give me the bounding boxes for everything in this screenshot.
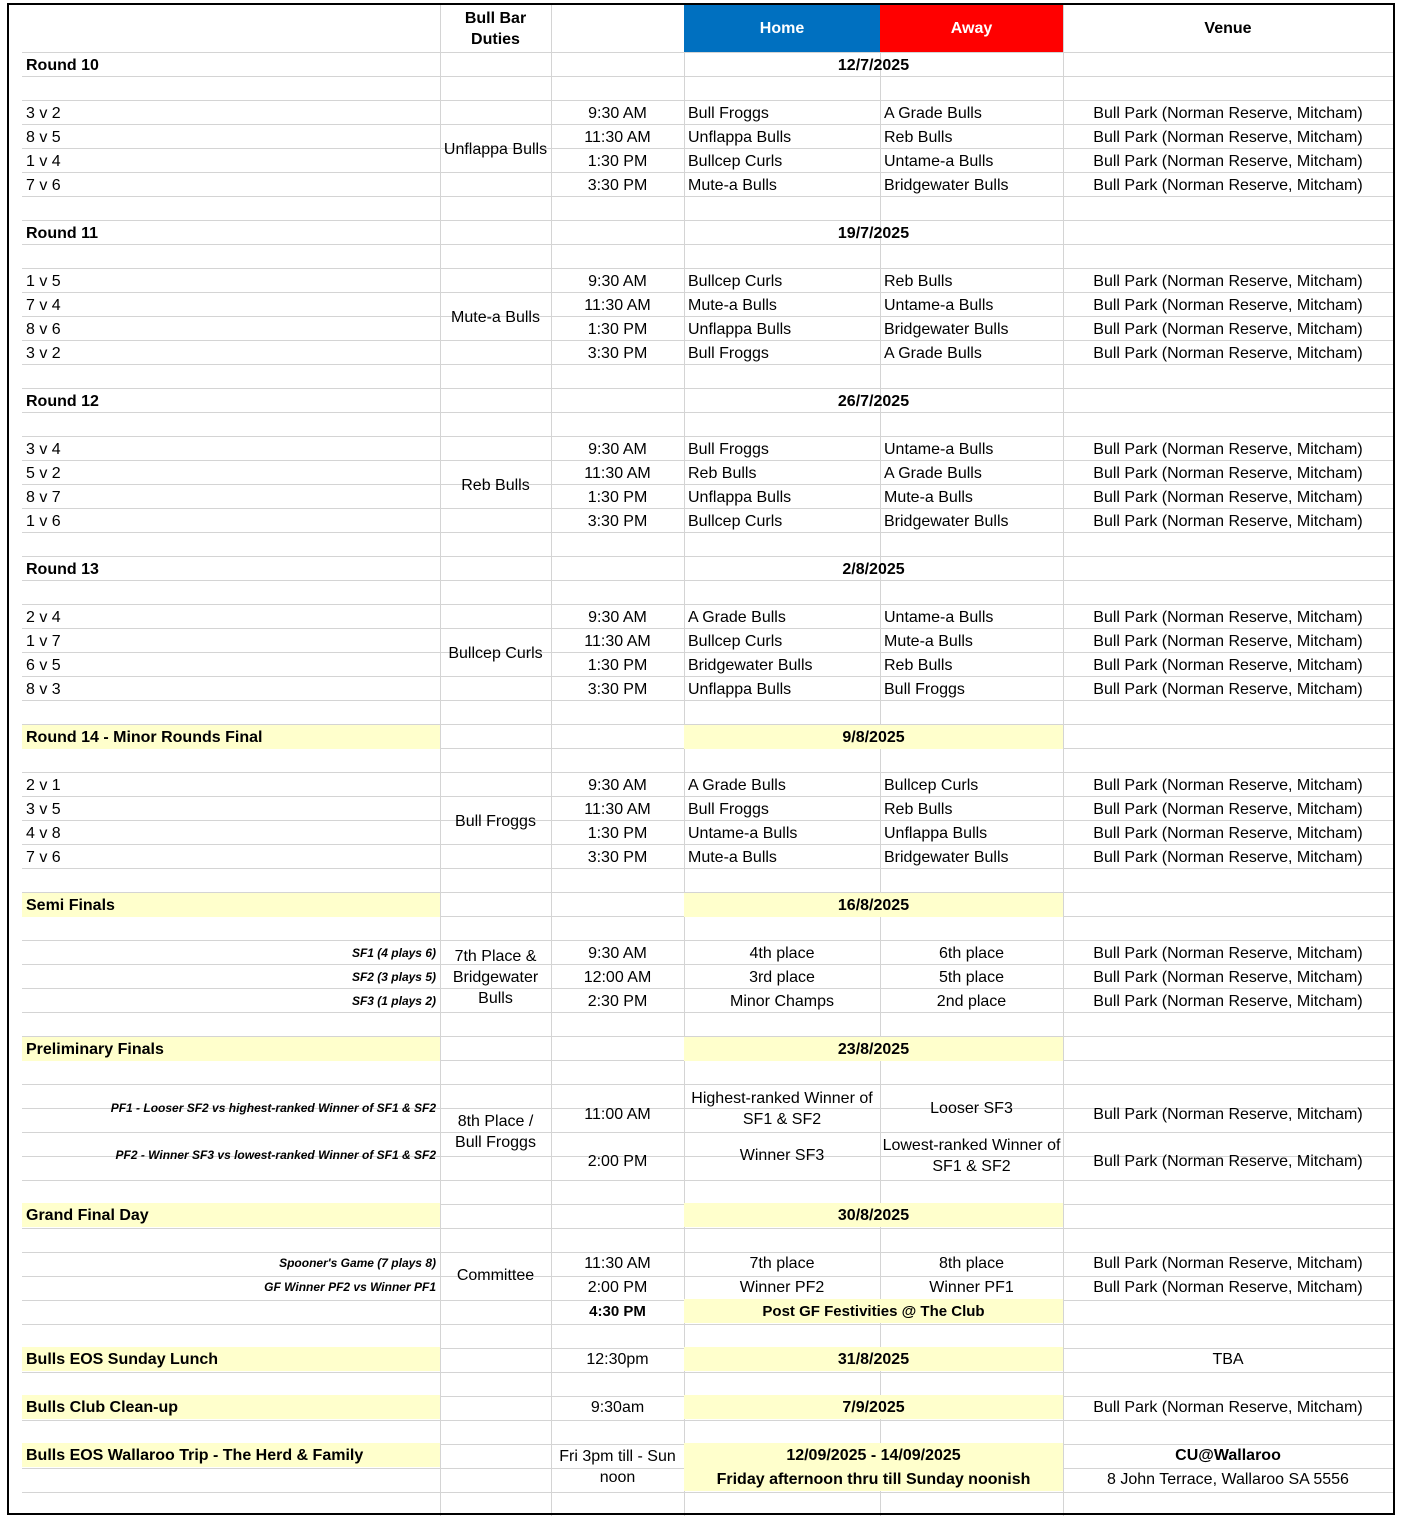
match-label: 8 v 7 [26,488,61,506]
venue: Bull Park (Norman Reserve, Mitcham) [1093,992,1363,1010]
round-date: 19/7/2025 [837,224,910,242]
home-team: A Grade Bulls [688,776,786,794]
section-title: Preliminary Finals [22,1037,440,1061]
match-time: 3:30 PM [587,344,648,362]
grid-line [22,1372,1393,1373]
away-team: Bridgewater Bulls [884,320,1009,338]
event-venue: TBA [1212,1350,1244,1368]
match-time: 1:30 PM [587,824,648,842]
event-venue: Bull Park (Norman Reserve, Mitcham) [1093,1398,1363,1416]
home-team: Minor Champs [729,992,835,1010]
away-team: Looser SF3 [930,1100,1013,1117]
match-label: 1 v 7 [26,632,61,650]
match-label: 1 v 5 [26,272,61,290]
match-label: SF3 (1 plays 2) [351,993,436,1008]
bar-duty-team: 8th Place / Bull Froggs [455,1113,536,1151]
away-team: 2nd place [936,992,1007,1010]
festivities-time: 4:30 PM [589,1302,646,1320]
frame-top [7,3,1395,5]
round-date: 9/8/2025 [684,725,1063,749]
grid-line [22,1492,1393,1493]
match-label: 2 v 1 [26,776,61,794]
round-date: 2/8/2025 [842,560,905,578]
match-label: 3 v 4 [26,440,61,458]
away-team: A Grade Bulls [884,464,982,482]
round-title: Round 10 [26,56,99,74]
match-time: 9:30 AM [588,776,647,794]
match-label: 3 v 2 [26,344,61,362]
match-time: 2:30 PM [587,992,648,1010]
match-time: 11:30 AM [584,1254,651,1272]
match-time: 11:30 AM [584,464,651,482]
match-label: PF2 - Winner SF3 vs lowest-ranked Winner of SF1 & SF2 [115,1148,436,1162]
away-team: Untame-a Bulls [884,296,994,314]
match-label: 3 v 5 [26,800,61,818]
header-venue: Venue [1204,20,1252,37]
venue: Bull Park (Norman Reserve, Mitcham) [1093,824,1363,842]
away-team: Bridgewater Bulls [884,512,1009,530]
match-time: 3:30 PM [587,176,648,194]
match-time: 11:30 AM [584,128,651,146]
frame-right [1393,3,1395,1515]
frame-left [7,3,9,1515]
match-label: 2 v 4 [26,608,61,626]
away-team: Reb Bulls [884,128,953,146]
venue: Bull Park (Norman Reserve, Mitcham) [1093,656,1363,674]
home-team: Bullcep Curls [688,272,783,290]
match-label: SF1 (4 plays 6) [351,945,436,960]
event-time: 9:30am [590,1398,645,1416]
venue: Bull Park (Norman Reserve, Mitcham) [1093,464,1363,482]
venue: Bull Park (Norman Reserve, Mitcham) [1093,608,1363,626]
round-title: Round 13 [26,560,99,578]
bar-duty-team: Committee [456,1266,535,1284]
festivities-label: Post GF Festivities @ The Club [684,1299,1063,1323]
home-team: Reb Bulls [688,464,757,482]
venue: Bull Park (Norman Reserve, Mitcham) [1093,128,1363,146]
away-team: Unflappa Bulls [884,824,988,842]
home-team: Untame-a Bulls [688,824,798,842]
match-time: 3:30 PM [587,848,648,866]
grid-line [22,1180,1393,1181]
event-date: 7/9/2025 [684,1395,1063,1419]
match-time: 9:30 AM [588,440,647,458]
home-team: Bull Froggs [688,104,769,122]
section-date: 30/8/2025 [684,1203,1063,1227]
away-team: Reb Bulls [884,272,953,290]
away-team: Bridgewater Bulls [884,848,1009,866]
match-label: PF1 - Looser SF2 vs highest-ranked Winner of SF1 & SF2 [110,1101,436,1115]
bar-duty-team: Unflappa Bulls [443,140,548,158]
home-team: 4th place [749,944,815,962]
away-team: Winner PF1 [929,1278,1014,1296]
header-bar-duties: Bull Bar Duties [464,9,527,48]
venue: Bull Park (Norman Reserve, Mitcham) [1093,512,1363,530]
match-label: 5 v 2 [26,464,61,482]
round-date: 12/7/2025 [837,56,910,74]
away-team: A Grade Bulls [884,344,982,362]
bar-duty-team: Bullcep Curls [448,644,543,662]
away-team: 5th place [939,968,1004,986]
venue: Bull Park (Norman Reserve, Mitcham) [1093,968,1363,986]
bar-duty-team: Reb Bulls [461,476,530,494]
venue: Bull Park (Norman Reserve, Mitcham) [1093,800,1363,818]
home-team: Bullcep Curls [688,152,783,170]
section-title: Semi Finals [22,893,440,917]
home-team: Bridgewater Bulls [688,656,813,674]
match-time: 3:30 PM [587,512,648,530]
home-team: Bull Froggs [688,344,769,362]
match-label: 3 v 2 [26,104,61,122]
match-time: 9:30 AM [588,104,647,122]
home-team: Mute-a Bulls [688,176,777,194]
home-team: Unflappa Bulls [688,680,792,698]
venue: Bull Park (Norman Reserve, Mitcham) [1093,272,1363,290]
frame-bottom [7,1513,1395,1515]
home-team: Bullcep Curls [688,632,783,650]
round-title: Round 11 [26,224,99,242]
match-label: 8 v 6 [26,320,61,338]
bar-duty-team: Bull Froggs [455,812,536,830]
event-date: 12/09/2025 - 14/09/2025 [684,1443,1063,1467]
match-time: 1:30 PM [587,152,648,170]
match-time: 11:30 AM [584,632,651,650]
home-team: Bullcep Curls [688,512,783,530]
match-time: 11:00 AM [584,1105,651,1123]
match-time: 9:30 AM [588,272,647,290]
grid-line [22,1420,1393,1421]
home-team: Unflappa Bulls [688,488,792,506]
venue: Bull Park (Norman Reserve, Mitcham) [1093,632,1363,650]
venue: Bull Park (Norman Reserve, Mitcham) [1093,1105,1363,1123]
match-time: 9:30 AM [588,944,647,962]
match-time: 2:00 PM [587,1152,648,1170]
match-label: 4 v 8 [26,824,61,842]
match-label: 8 v 3 [26,680,61,698]
event-title: Bulls EOS Wallaroo Trip - The Herd & Family [22,1443,440,1467]
venue: Bull Park (Norman Reserve, Mitcham) [1093,488,1363,506]
match-time: 12:00 AM [583,968,652,986]
round-date: 26/7/2025 [837,392,910,410]
match-label: 1 v 6 [26,512,61,530]
away-team: Mute-a Bulls [884,488,973,506]
round-title: Round 12 [26,392,99,410]
home-team: Winner PF2 [739,1278,825,1296]
round-title: Round 14 - Minor Rounds Final [22,725,440,749]
home-team: 7th place [749,1254,815,1272]
venue: Bull Park (Norman Reserve, Mitcham) [1093,152,1363,170]
event-venue: CU@Wallaroo [1175,1446,1281,1464]
away-team: 6th place [939,944,1004,962]
match-time: 1:30 PM [587,656,648,674]
away-team: Mute-a Bulls [884,632,973,650]
match-time: 11:30 AM [584,800,651,818]
section-title: Grand Final Day [22,1203,440,1227]
venue: Bull Park (Norman Reserve, Mitcham) [1093,320,1363,338]
home-team: Highest-ranked Winner of SF1 & SF2 [691,1089,873,1128]
venue: Bull Park (Norman Reserve, Mitcham) [1093,176,1363,194]
venue: Bull Park (Norman Reserve, Mitcham) [1093,440,1363,458]
home-team: Mute-a Bulls [688,296,777,314]
match-label: 7 v 6 [26,848,61,866]
venue: Bull Park (Norman Reserve, Mitcham) [1093,776,1363,794]
venue: Bull Park (Norman Reserve, Mitcham) [1093,944,1363,962]
home-team: Unflappa Bulls [688,320,792,338]
event-title: Bulls EOS Sunday Lunch [22,1347,440,1371]
away-team: Bullcep Curls [884,776,979,794]
match-label: 1 v 4 [26,152,61,170]
match-label: GF Winner PF2 vs Winner PF1 [264,1279,436,1294]
venue: Bull Park (Norman Reserve, Mitcham) [1093,1254,1363,1272]
away-team: Reb Bulls [884,656,953,674]
match-time: 1:30 PM [587,320,648,338]
away-team: Untame-a Bulls [884,152,994,170]
home-team: Unflappa Bulls [688,128,792,146]
event-time: Fri 3pm till - Sun noon [559,1448,676,1486]
venue: Bull Park (Norman Reserve, Mitcham) [1093,680,1363,698]
grid-line [22,1228,1393,1229]
away-team: Untame-a Bulls [884,608,994,626]
match-time: 1:30 PM [587,488,648,506]
header-away: Away [880,5,1063,52]
event-title: Bulls Club Clean-up [22,1395,440,1419]
match-label: 8 v 5 [26,128,61,146]
venue: Bull Park (Norman Reserve, Mitcham) [1093,344,1363,362]
away-team: 8th place [939,1254,1004,1272]
event-date: 31/8/2025 [684,1347,1063,1371]
home-team: Mute-a Bulls [688,848,777,866]
home-team: Bull Froggs [688,800,769,818]
match-label: SF2 (3 plays 5) [351,969,436,984]
away-team: Bull Froggs [884,680,965,698]
section-date: 16/8/2025 [837,896,910,914]
away-team: Lowest-ranked Winner of SF1 & SF2 [882,1136,1061,1175]
away-team: Reb Bulls [884,800,953,818]
event-date-note: Friday afternoon thru till Sunday noonish [684,1467,1063,1491]
home-team: 3rd place [749,968,815,986]
header-home: Home [684,5,880,52]
venue: Bull Park (Norman Reserve, Mitcham) [1093,848,1363,866]
match-time: 2:00 PM [587,1278,648,1296]
away-team: Bridgewater Bulls [884,176,1009,194]
home-team: Bull Froggs [688,440,769,458]
home-team: A Grade Bulls [688,608,786,626]
venue: Bull Park (Norman Reserve, Mitcham) [1093,1152,1363,1170]
away-team: A Grade Bulls [884,104,982,122]
match-label: Spooner's Game (7 plays 8) [279,1255,436,1270]
match-time: 11:30 AM [584,296,651,314]
match-label: 6 v 5 [26,656,61,674]
venue: Bull Park (Norman Reserve, Mitcham) [1093,1278,1363,1296]
match-time: 3:30 PM [587,680,648,698]
event-time: 12:30pm [586,1350,649,1368]
venue: Bull Park (Norman Reserve, Mitcham) [1093,104,1363,122]
match-label: 7 v 4 [26,296,61,314]
venue: Bull Park (Norman Reserve, Mitcham) [1093,296,1363,314]
section-date: 23/8/2025 [684,1037,1063,1061]
match-time: 9:30 AM [588,608,647,626]
bar-duty-team: 7th Place & Bridgewater Bulls [452,947,539,1007]
home-team: Winner SF3 [739,1147,825,1164]
match-label: 7 v 6 [26,176,61,194]
away-team: Untame-a Bulls [884,440,994,458]
bar-duty-team: Mute-a Bulls [451,308,540,326]
grid-line [22,1324,1393,1325]
event-venue-address: 8 John Terrace, Wallaroo SA 5556 [1107,1470,1349,1488]
